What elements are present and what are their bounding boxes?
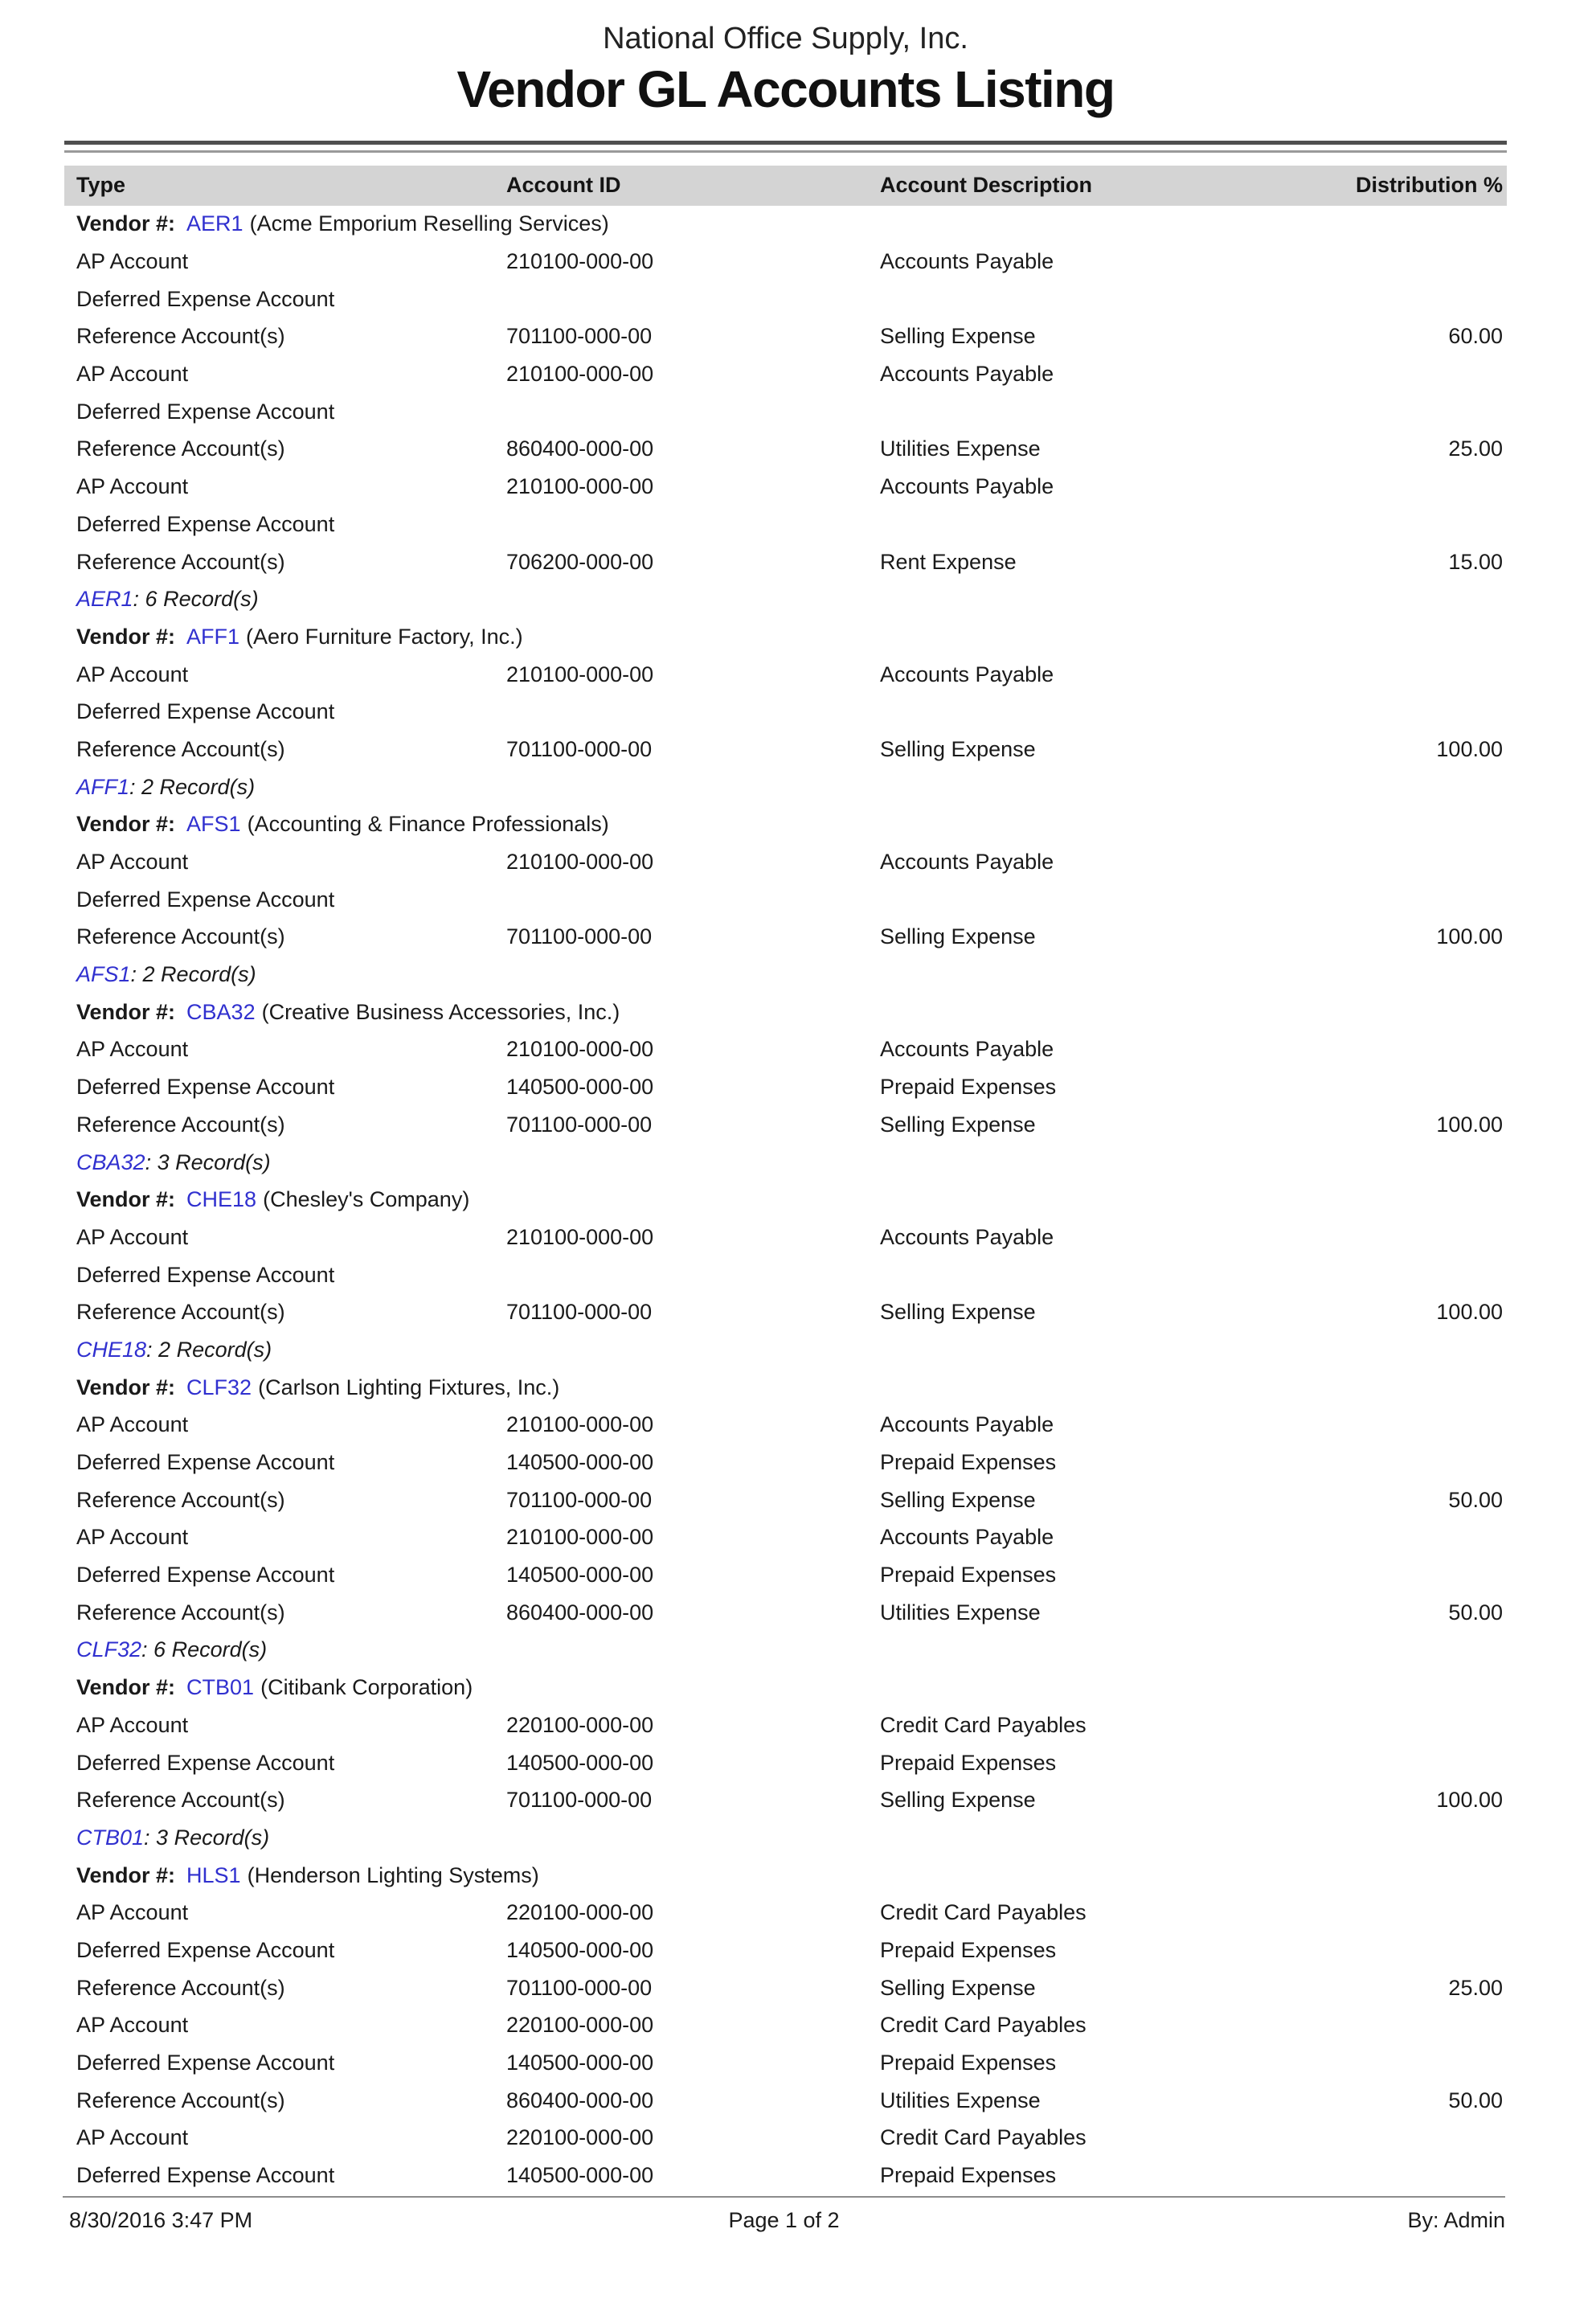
table-row [64, 693, 1507, 731]
cell-type: AP Account [76, 2013, 189, 2038]
vendor-code-link[interactable]: AFF1 [186, 624, 240, 649]
cell-account-id: 220100-000-00 [506, 2125, 654, 2150]
vendor-number-label: Vendor #: [76, 812, 176, 837]
vendor-section [64, 1857, 1507, 2194]
cell-description: Utilities Expense [880, 2088, 1041, 2112]
cell-account-id: 210100-000-00 [506, 1224, 654, 1249]
vendor-number-label: Vendor #: [76, 1862, 176, 1887]
vendor-number-label: Vendor #: [76, 1187, 176, 1212]
cell-type: Deferred Expense Account [76, 1075, 335, 1100]
table-row [64, 1594, 1507, 1632]
cell-account-id: 140500-000-00 [506, 1937, 654, 1962]
cell-type: Reference Account(s) [76, 549, 285, 574]
footer-author: By: Admin [1407, 2208, 1505, 2232]
table-row [64, 1106, 1507, 1144]
cell-account-id: 210100-000-00 [506, 1525, 654, 1550]
cell-description: Selling Expense [880, 1788, 1036, 1813]
cell-description: Selling Expense [880, 1487, 1036, 1512]
cell-account-id: 210100-000-00 [506, 362, 654, 387]
cell-type: Reference Account(s) [76, 736, 285, 761]
cell-type: AP Account [76, 1037, 189, 1062]
table-row [64, 1444, 1507, 1481]
cell-description: Accounts Payable [880, 1037, 1054, 1062]
cell-description: Selling Expense [880, 1112, 1036, 1137]
cell-description: Rent Expense [880, 549, 1017, 574]
vendor-summary [64, 1144, 1507, 1182]
table-row [64, 1407, 1507, 1444]
cell-description: Accounts Payable [880, 1412, 1054, 1437]
vendor-code-link[interactable]: AFS1 [186, 812, 241, 837]
cell-description: Accounts Payable [880, 249, 1054, 274]
cell-type: Deferred Expense Account [76, 1750, 335, 1775]
vendor-name: (Carlson Lighting Fixtures, Inc.) [258, 1375, 560, 1399]
cell-type: Deferred Expense Account [76, 511, 335, 536]
cell-description: Credit Card Payables [880, 2013, 1087, 2038]
vendor-summary [64, 580, 1507, 618]
cell-description: Selling Expense [880, 1975, 1036, 2000]
summary-vendor-code: CBA32 [76, 1149, 145, 1174]
footer-page-number: Page 1 of 2 [728, 2208, 840, 2232]
cell-type: Deferred Expense Account [76, 2051, 335, 2075]
cell-type: Reference Account(s) [76, 436, 285, 461]
table-row [64, 1293, 1507, 1331]
vendor-section [64, 618, 1507, 805]
footer-divider [63, 2196, 1505, 2198]
cell-description: Utilities Expense [880, 1600, 1041, 1625]
vendor-header [64, 206, 1507, 244]
vendor-name: (Citibank Corporation) [260, 1675, 473, 1700]
vendor-header [64, 1669, 1507, 1707]
summary-vendor-code: CHE18 [76, 1337, 147, 1362]
table-row [64, 2120, 1507, 2157]
cell-type: Reference Account(s) [76, 324, 285, 349]
table-row [64, 1744, 1507, 1782]
table-row [64, 2007, 1507, 2045]
table-row [64, 1932, 1507, 1969]
cell-account-id: 860400-000-00 [506, 1600, 654, 1625]
cell-description: Prepaid Expenses [880, 1937, 1057, 1962]
column-header-distribution: Distribution % [1356, 173, 1503, 197]
column-header-type: Type [76, 173, 126, 197]
table-row [64, 506, 1507, 543]
cell-description: Selling Expense [880, 924, 1036, 949]
vendor-name: (Acme Emporium Reselling Services) [249, 211, 609, 236]
vendor-summary [64, 956, 1507, 994]
cell-account-id: 860400-000-00 [506, 436, 654, 461]
cell-distribution: 100.00 [1436, 1300, 1503, 1325]
cell-type: AP Account [76, 662, 189, 686]
summary-vendor-code: AFS1 [76, 962, 131, 987]
table-row [64, 1068, 1507, 1106]
cell-description: Accounts Payable [880, 1224, 1054, 1249]
summary-vendor-code: AFF1 [76, 774, 130, 799]
table-body [64, 206, 1507, 2194]
cell-account-id: 220100-000-00 [506, 1712, 654, 1737]
cell-account-id: 210100-000-00 [506, 662, 654, 686]
column-header-account-id: Account ID [506, 173, 621, 197]
cell-type: Reference Account(s) [76, 924, 285, 949]
cell-account-id: 140500-000-00 [506, 1075, 654, 1100]
cell-distribution: 50.00 [1448, 1600, 1503, 1625]
table-row [64, 1894, 1507, 1932]
vendor-summary [64, 768, 1507, 806]
cell-type: AP Account [76, 1900, 189, 1925]
summary-vendor-code: CTB01 [76, 1825, 145, 1850]
vendor-header [64, 994, 1507, 1031]
table-row [64, 431, 1507, 469]
vendor-code-link[interactable]: CLF32 [186, 1375, 252, 1399]
table-row [64, 731, 1507, 768]
cell-type: AP Account [76, 850, 189, 875]
summary-record-count: : 6 Record(s) [141, 1637, 268, 1662]
cell-description: Accounts Payable [880, 662, 1054, 686]
table-row [64, 2082, 1507, 2120]
cell-distribution: 100.00 [1436, 924, 1503, 949]
vendor-name: (Chesley's Company) [263, 1187, 470, 1212]
cell-account-id: 210100-000-00 [506, 850, 654, 875]
cell-account-id: 220100-000-00 [506, 1900, 654, 1925]
cell-type: Deferred Expense Account [76, 2163, 335, 2188]
cell-description: Prepaid Expenses [880, 1450, 1057, 1475]
cell-type: Reference Account(s) [76, 2088, 285, 2112]
table-row [64, 1556, 1507, 1594]
table-row [64, 1481, 1507, 1519]
cell-description: Selling Expense [880, 1300, 1036, 1325]
summary-record-count: : 6 Record(s) [133, 587, 259, 612]
cell-type: Deferred Expense Account [76, 699, 335, 724]
cell-description: Prepaid Expenses [880, 2051, 1057, 2075]
table-row [64, 2044, 1507, 2082]
table-row [64, 318, 1507, 356]
vendor-name: (Creative Business Accessories, Inc.) [261, 999, 620, 1024]
cell-account-id: 706200-000-00 [506, 549, 654, 574]
cell-type: Reference Account(s) [76, 1300, 285, 1325]
cell-account-id: 701100-000-00 [506, 324, 653, 349]
vendor-code-link[interactable]: CTB01 [186, 1675, 255, 1700]
cell-type: AP Account [76, 1224, 189, 1249]
vendor-section [64, 994, 1507, 1181]
cell-description: Credit Card Payables [880, 2125, 1087, 2150]
vendor-section [64, 806, 1507, 994]
cell-type: Deferred Expense Account [76, 286, 335, 311]
cell-type: Deferred Expense Account [76, 1450, 335, 1475]
vendor-code-link[interactable]: HLS1 [186, 1862, 241, 1887]
table-row [64, 843, 1507, 881]
cell-type: Reference Account(s) [76, 1975, 285, 2000]
vendor-name: (Henderson Lighting Systems) [247, 1862, 539, 1887]
cell-type: AP Account [76, 1525, 189, 1550]
vendor-number-label: Vendor #: [76, 1675, 176, 1700]
page-title: Vendor GL Accounts Listing [456, 60, 1115, 118]
cell-account-id: 210100-000-00 [506, 249, 654, 274]
table-row [64, 243, 1507, 281]
cell-type: AP Account [76, 2125, 189, 2150]
company-name: National Office Supply, Inc. [603, 22, 968, 55]
table-row [64, 2157, 1507, 2194]
vendor-name: (Aero Furniture Factory, Inc.) [246, 624, 523, 649]
vendor-section [64, 1669, 1507, 1856]
cell-distribution: 25.00 [1448, 436, 1503, 461]
table-row [64, 1219, 1507, 1256]
cell-distribution: 50.00 [1448, 2088, 1503, 2112]
vendor-code-link[interactable]: CHE18 [186, 1187, 257, 1212]
report-header [64, 0, 1507, 119]
table-row [64, 656, 1507, 694]
table-row [64, 1781, 1507, 1819]
report-footer [63, 2196, 1505, 2233]
cell-account-id: 701100-000-00 [506, 736, 653, 761]
cell-distribution: 60.00 [1448, 324, 1503, 349]
cell-type: Deferred Expense Account [76, 887, 335, 912]
cell-type: Deferred Expense Account [76, 1563, 335, 1588]
cell-account-id: 210100-000-00 [506, 1412, 654, 1437]
vendor-section [64, 1369, 1507, 1670]
cell-description: Prepaid Expenses [880, 1563, 1057, 1588]
vendor-name: (Accounting & Finance Professionals) [247, 812, 609, 837]
vendor-header [64, 1181, 1507, 1219]
vendor-header [64, 1369, 1507, 1407]
vendor-number-label: Vendor #: [76, 624, 176, 649]
vendor-number-label: Vendor #: [76, 999, 176, 1024]
cell-account-id: 220100-000-00 [506, 2013, 654, 2038]
cell-type: Reference Account(s) [76, 1788, 285, 1813]
cell-description: Prepaid Expenses [880, 1750, 1057, 1775]
table-row [64, 919, 1507, 957]
cell-description: Credit Card Payables [880, 1712, 1087, 1737]
cell-type: Reference Account(s) [76, 1112, 285, 1137]
cell-type: Deferred Expense Account [76, 399, 335, 424]
cell-type: Reference Account(s) [76, 1487, 285, 1512]
cell-description: Accounts Payable [880, 474, 1054, 499]
summary-record-count: : 3 Record(s) [145, 1149, 271, 1174]
vendor-header [64, 618, 1507, 656]
cell-distribution: 100.00 [1436, 1788, 1503, 1813]
cell-description: Prepaid Expenses [880, 1075, 1057, 1100]
cell-description: Credit Card Payables [880, 1900, 1087, 1925]
table-row [64, 1969, 1507, 2007]
cell-account-id: 701100-000-00 [506, 1975, 653, 2000]
table-header [64, 166, 1507, 206]
vendor-number-label: Vendor #: [76, 1375, 176, 1399]
table-row [64, 543, 1507, 581]
cell-distribution: 100.00 [1436, 1112, 1503, 1137]
table-row [64, 281, 1507, 318]
vendor-header [64, 806, 1507, 844]
cell-type: AP Account [76, 1712, 189, 1737]
table-row [64, 881, 1507, 919]
summary-record-count: : 2 Record(s) [146, 1337, 272, 1362]
cell-account-id: 701100-000-00 [506, 924, 653, 949]
cell-account-id: 701100-000-00 [506, 1788, 653, 1813]
cell-account-id: 140500-000-00 [506, 2163, 654, 2188]
title-divider-thin [64, 150, 1507, 153]
cell-type: AP Account [76, 1412, 189, 1437]
footer-timestamp: 8/30/2016 3:47 PM [69, 2208, 253, 2232]
cell-type: Reference Account(s) [76, 1600, 285, 1625]
cell-account-id: 701100-000-00 [506, 1300, 653, 1325]
vendor-code-link[interactable]: AER1 [186, 211, 243, 236]
vendor-number-label: Vendor #: [76, 211, 176, 236]
cell-account-id: 140500-000-00 [506, 2051, 654, 2075]
cell-distribution: 100.00 [1436, 736, 1503, 761]
summary-vendor-code: CLF32 [76, 1637, 142, 1662]
table-row [64, 393, 1507, 431]
cell-distribution: 15.00 [1448, 549, 1503, 574]
cell-account-id: 140500-000-00 [506, 1563, 654, 1588]
cell-description: Accounts Payable [880, 1525, 1054, 1550]
cell-type: AP Account [76, 362, 189, 387]
summary-record-count: : 2 Record(s) [130, 962, 256, 987]
cell-account-id: 140500-000-00 [506, 1750, 654, 1775]
column-header-account-description: Account Description [880, 173, 1093, 197]
vendor-section [64, 1181, 1507, 1368]
table-row [64, 468, 1507, 506]
cell-account-id: 210100-000-00 [506, 474, 654, 499]
title-divider-thick [64, 141, 1507, 145]
cell-type: Deferred Expense Account [76, 1937, 335, 1962]
cell-description: Selling Expense [880, 324, 1036, 349]
cell-account-id: 210100-000-00 [506, 1037, 654, 1062]
cell-type: AP Account [76, 249, 189, 274]
cell-account-id: 140500-000-00 [506, 1450, 654, 1475]
vendor-summary [64, 1331, 1507, 1369]
vendor-section [64, 206, 1507, 619]
summary-record-count: : 2 Record(s) [129, 774, 256, 799]
summary-vendor-code: AER1 [76, 587, 133, 612]
vendor-summary [64, 1819, 1507, 1857]
vendor-header [64, 1857, 1507, 1895]
cell-distribution: 25.00 [1448, 1975, 1503, 2000]
cell-distribution: 50.00 [1448, 1487, 1503, 1512]
cell-account-id: 701100-000-00 [506, 1487, 653, 1512]
cell-account-id: 701100-000-00 [506, 1112, 653, 1137]
cell-description: Utilities Expense [880, 436, 1041, 461]
table-row [64, 1031, 1507, 1069]
table-row [64, 1519, 1507, 1557]
table-row [64, 1707, 1507, 1744]
table-row [64, 1256, 1507, 1294]
cell-account-id: 860400-000-00 [506, 2088, 654, 2112]
table-row [64, 355, 1507, 393]
summary-record-count: : 3 Record(s) [144, 1825, 270, 1850]
cell-description: Prepaid Expenses [880, 2163, 1057, 2188]
cell-type: Deferred Expense Account [76, 1262, 335, 1287]
vendor-summary [64, 1632, 1507, 1670]
vendor-code-link[interactable]: CBA32 [186, 999, 256, 1024]
cell-description: Accounts Payable [880, 362, 1054, 387]
cell-description: Selling Expense [880, 736, 1036, 761]
cell-type: AP Account [76, 474, 189, 499]
cell-description: Accounts Payable [880, 850, 1054, 875]
